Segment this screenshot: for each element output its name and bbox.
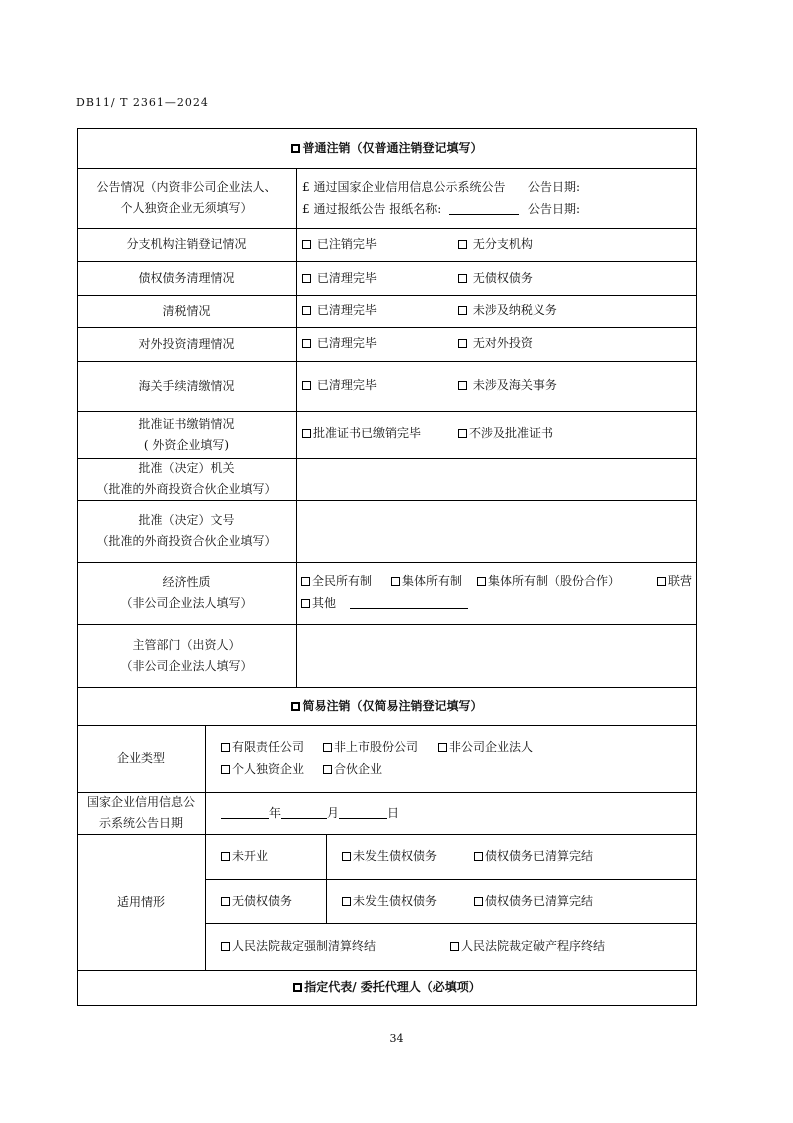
- type-option-noncompany[interactable]: 非公司企业法人: [438, 738, 533, 755]
- type-option-llc[interactable]: 有限责任公司: [221, 738, 304, 755]
- econ-label: 经济性质 （非公司企业法人填写）: [120, 575, 253, 610]
- econ-option-other[interactable]: 其他: [301, 594, 468, 611]
- debt-option-none[interactable]: 无债权债务: [458, 269, 533, 286]
- day-field[interactable]: [339, 818, 387, 819]
- invest-option-none[interactable]: 无对外投资: [458, 334, 533, 351]
- month-field[interactable]: [281, 818, 327, 819]
- econ-option-joint[interactable]: 联营: [657, 572, 692, 589]
- authority-label: 批准（决定）机关 （批准的外商投资合伙企业填写）: [96, 461, 277, 496]
- type-option-partnership[interactable]: 合伙企业: [323, 760, 382, 777]
- announce-option-system[interactable]: £ 通过国家企业信用信息公示系统公告: [302, 180, 506, 194]
- debt-option-cleared[interactable]: 已清理完毕: [302, 269, 377, 286]
- agent-header: [77, 970, 697, 1005]
- announce-date-field[interactable]: 年 月 日: [221, 804, 399, 821]
- customs-option-none[interactable]: 未涉及海关事务: [458, 376, 557, 393]
- announce-option-newspaper[interactable]: £ 通过报纸公告 报纸名称:: [302, 200, 519, 217]
- checkbox-icon[interactable]: [293, 983, 302, 992]
- customs-label: 海关手续清缴情况: [138, 378, 235, 393]
- debt-label: 债权债务清理情况: [138, 270, 235, 285]
- general-cancellation-header: [77, 128, 697, 168]
- announce-newspaper-date-label: 公告日期:: [528, 202, 581, 216]
- apply-option-debt-settled-2[interactable]: 债权债务已清算完结: [474, 892, 593, 909]
- enterprise-type-label: 企业类型: [116, 751, 165, 765]
- cert-option-none[interactable]: 不涉及批准证书: [458, 424, 553, 441]
- dept-field[interactable]: [297, 625, 696, 687]
- authority-field[interactable]: [297, 459, 696, 500]
- agent-title: 指定代表/ 委托代理人（必填项）: [304, 980, 481, 994]
- newspaper-name-field[interactable]: [449, 214, 519, 215]
- econ-option-collective[interactable]: 集体所有制: [391, 572, 462, 589]
- announce-label: 公告情况（内资非公司企业法人、 个人独资企业无须填写）: [96, 180, 277, 215]
- document-code: DB11/ T 2361—2024: [76, 96, 209, 109]
- apply-option-debt-settled-1[interactable]: 债权债务已清算完结: [474, 847, 593, 864]
- type-option-unlisted[interactable]: 非上市股份公司: [323, 738, 418, 755]
- docno-field[interactable]: [297, 501, 696, 562]
- econ-other-field[interactable]: [350, 608, 468, 609]
- applicable-label: 适用情形: [116, 894, 165, 909]
- year-field[interactable]: [221, 818, 269, 819]
- cert-option-cancelled[interactable]: 批准证书已缴销完毕: [302, 424, 421, 441]
- page-number: 34: [389, 1032, 404, 1045]
- announce-date-label: 国家企业信用信息公 示系统公告日期: [86, 795, 195, 830]
- econ-option-collective-share[interactable]: 集体所有制（股份合作）: [477, 572, 620, 589]
- branch-label: 分支机构注销登记情况: [126, 237, 247, 251]
- tax-option-cleared[interactable]: 已清理完毕: [302, 301, 377, 318]
- apply-option-no-debt-occurred-1[interactable]: 未发生债权债务: [342, 847, 437, 864]
- cert-label: 批准证书缴销情况 ( 外资企业填写): [138, 416, 235, 452]
- simple-cancellation-title: 简易注销（仅简易注销登记填写）: [302, 698, 483, 713]
- apply-option-court-liquidation[interactable]: 人民法院裁定强制清算终结: [221, 937, 376, 954]
- econ-option-state[interactable]: 全民所有制: [301, 572, 372, 589]
- apply-option-no-debt-occurred-2[interactable]: 未发生债权债务: [342, 892, 437, 909]
- docno-label: 批准（决定）文号 （批准的外商投资合伙企业填写）: [96, 513, 277, 548]
- apply-option-no-debt[interactable]: 无债权债务: [221, 892, 292, 909]
- invest-option-cleared[interactable]: 已清理完毕: [302, 334, 377, 351]
- announce-system-date-label: 公告日期:: [528, 180, 581, 194]
- simple-cancellation-header: [77, 687, 697, 725]
- branch-option-none[interactable]: 无分支机构: [458, 235, 533, 252]
- apply-option-court-bankruptcy[interactable]: 人民法院裁定破产程序终结: [450, 937, 605, 954]
- checkbox-icon[interactable]: [291, 144, 300, 153]
- general-cancellation-title: 普通注销（仅普通注销登记填写）: [302, 140, 483, 155]
- apply-option-not-opened[interactable]: 未开业: [221, 847, 268, 864]
- checkbox-icon[interactable]: [291, 702, 300, 711]
- customs-option-cleared[interactable]: 已清理完毕: [302, 376, 377, 393]
- type-option-sole[interactable]: 个人独资企业: [221, 760, 304, 777]
- dept-label: 主管部门（出资人） （非公司企业法人填写）: [120, 637, 253, 673]
- tax-label: 清税情况: [162, 303, 211, 318]
- tax-option-none[interactable]: 未涉及纳税义务: [458, 301, 557, 318]
- branch-option-cancelled[interactable]: 已注销完毕: [302, 235, 377, 252]
- invest-label: 对外投资清理情况: [138, 336, 235, 351]
